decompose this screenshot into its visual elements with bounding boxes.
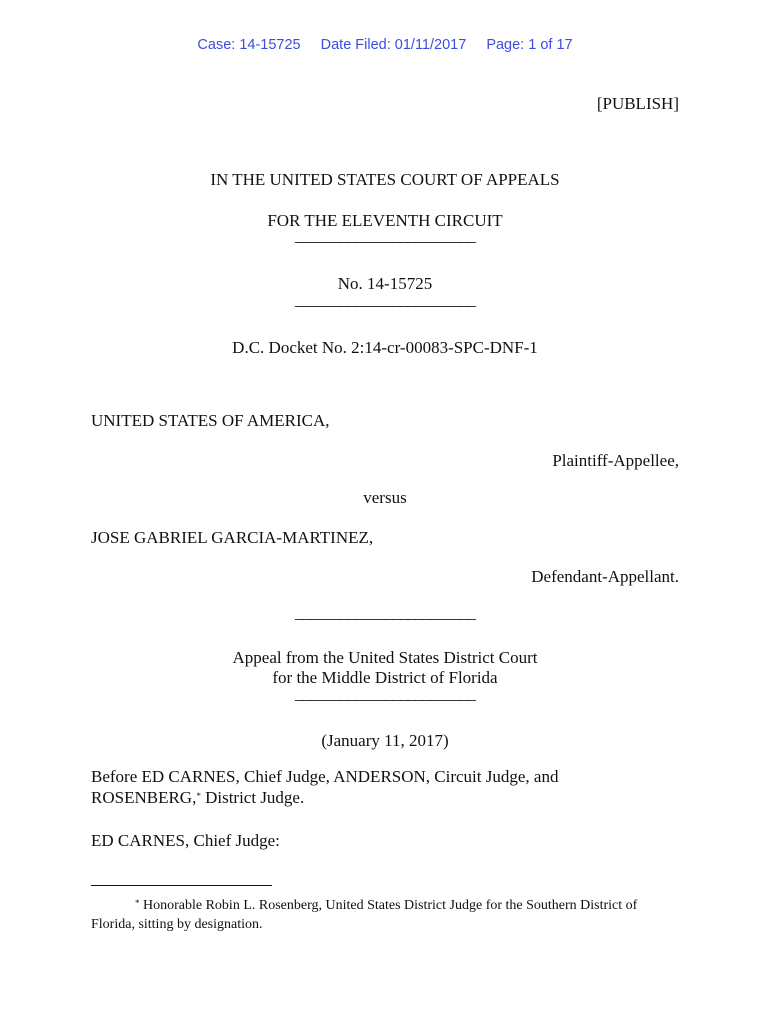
panel-judge-rosenberg: ROSENBERG, [91, 788, 197, 807]
plaintiff-name: UNITED STATES OF AMERICA, [91, 411, 330, 430]
docket-number: D.C. Docket No. 2:14-cr-00083-SPC-DNF-1 [232, 338, 538, 357]
separator-rule-1: ________________________ [295, 226, 475, 245]
plaintiff-role: Plaintiff-Appellee, [552, 451, 679, 470]
versus-label: versus [363, 488, 407, 507]
defendant-role: Defendant-Appellant. [531, 567, 679, 586]
footnote-mark: * [135, 898, 140, 908]
panel-judge-title: District Judge. [200, 788, 305, 807]
opinion-author: ED CARNES, Chief Judge: [91, 831, 280, 850]
case-number: No. 14-15725 [337, 274, 433, 293]
footnote-divider [91, 885, 272, 886]
footnote-reference[interactable]: * [196, 791, 201, 801]
page-count-stamp: Page: 1 of 17 [486, 37, 573, 53]
court-title: IN THE UNITED STATES COURT OF APPEALS [210, 170, 560, 189]
appeal-origin-line2: for the Middle District of Florida [272, 668, 498, 687]
appeal-origin-line1: Appeal from the United States District Court [232, 648, 538, 667]
date-filed-stamp: Date Filed: 01/11/2017 [320, 37, 467, 53]
filing-header-stamp [0, 37, 770, 53]
decision-date: (January 11, 2017) [321, 731, 449, 750]
publish-label: [PUBLISH] [596, 94, 679, 113]
case-number-stamp: Case: 14-15725 [197, 37, 301, 53]
footnote [91, 896, 681, 934]
circuit-title: FOR THE ELEVENTH CIRCUIT [267, 211, 503, 230]
separator-rule-4: ________________________ [295, 684, 475, 703]
footnote-text: Honorable Robin L. Rosenberg, United States District Judge for the Southern District of Florida, sitting by designation. [91, 898, 638, 932]
panel-line1: Before ED CARNES, Chief Judge, ANDERSON, Circuit Judge, and [91, 767, 559, 786]
defendant-name: JOSE GABRIEL GARCIA-MARTINEZ, [91, 528, 374, 547]
separator-rule-3: ________________________ [295, 603, 475, 622]
separator-rule-2: ________________________ [295, 290, 475, 309]
panel-line2 [91, 788, 304, 808]
